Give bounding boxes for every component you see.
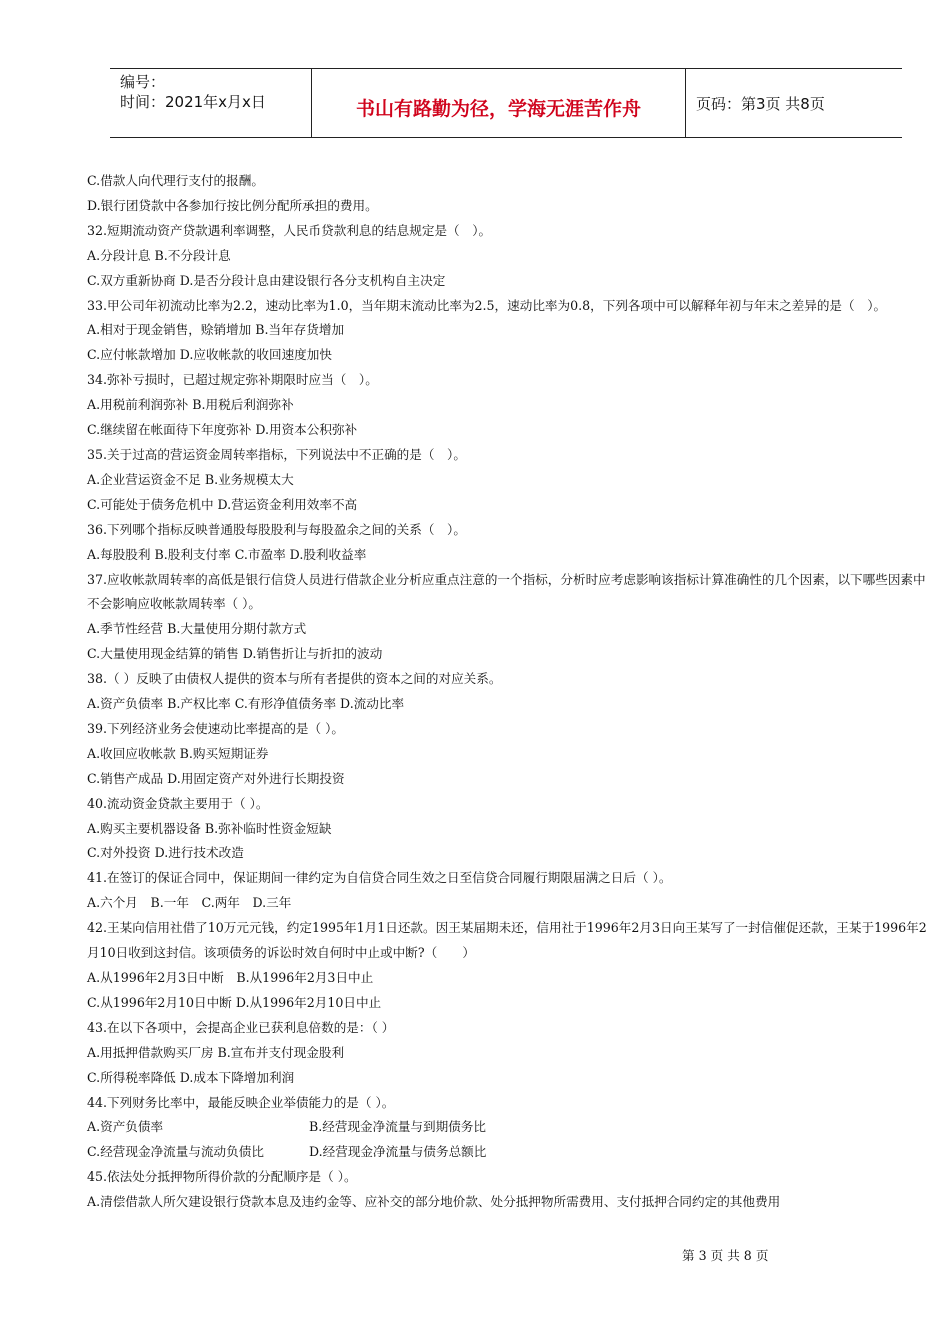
time-label: 时间：2021年x月x日 <box>120 93 266 111</box>
header-motto: 书山有路勤为径，学海无涯苦作舟 <box>312 69 686 137</box>
question-line: 36.下列哪个指标反映普通股每股股利与每股盈余之间的关系（ ）。 <box>87 521 466 537</box>
number-label: 编号： <box>120 73 166 91</box>
option-line: C.对外投资 D.进行技术改造 <box>87 845 244 861</box>
option-line: A.清偿借款人所欠建设银行贷款本息及违约金等、应补交的部分地价款、处分抵押物所需费用、支付抵押合同约定的其他费用 <box>87 1194 781 1210</box>
document-body <box>87 169 937 1215</box>
question-line: 44.下列财务比率中，最能反映企业举债能力的是（ ）。 <box>87 1094 395 1110</box>
option-line: A.从1996年2月3日中断 B.从1996年2月3日中止 <box>87 970 374 985</box>
option-line: A.用税前利润弥补 B.用税后利润弥补 <box>87 397 294 413</box>
option-a: A.资产负债率 <box>87 1119 164 1135</box>
option-line: A.相对于现金销售，赊销增加 B.当年存货增加 <box>87 322 345 338</box>
option-line: A.分段计息 B.不分段计息 <box>87 247 231 263</box>
question-line: 39.下列经济业务会使速动比率提高的是（ ）。 <box>87 720 345 736</box>
question-line: 34.弥补亏损时，已超过规定弥补期限时应当（ ）。 <box>87 372 378 388</box>
question-line: 38.（ ）反映了由债权人提供的资本与所有者提供的资本之间的对应关系。 <box>87 671 502 687</box>
option-line: A.每股股利 B.股利支付率 C.市盈率 D.股利收益率 <box>87 546 367 562</box>
page-header <box>110 68 902 138</box>
option-line: A.收回应收帐款 B.购买短期证券 <box>87 745 269 761</box>
option-line: A.用抵押借款购买厂房 B.宣布并支付现金股利 <box>87 1044 345 1060</box>
option-line: A.季节性经营 B.大量使用分期付款方式 <box>87 621 307 637</box>
option-d: D.经营现金净流量与债务总额比 <box>309 1144 487 1160</box>
option-c: C.经营现金净流量与流动负债比 <box>87 1144 264 1160</box>
question-line: 40.流动资金贷款主要用于（ ）。 <box>87 795 269 811</box>
question-line: 41.在签订的保证合同中，保证期间一律约定为自信贷合同生效之日至信贷合同履行期限届满之日后（ ）。 <box>87 870 672 886</box>
question-line: 35.关于过高的营运资金周转率指标，下列说法中不正确的是（ ）。 <box>87 446 466 462</box>
option-line: A.购买主要机器设备 B.弥补临时性资金短缺 <box>87 820 332 836</box>
option-line: C.销售产成品 D.用固定资产对外进行长期投资 <box>87 770 345 786</box>
header-meta <box>110 69 312 137</box>
question-line: 42.王某向信用社借了10万元元钱，约定1995年1月1日还款。因王某届期未还，信用社于1996年2月3日向王某写了一封信催促还款，王某于1996年2月10日收到这封信。该项债务的诉讼时效自何时中止或中断?（ ） <box>87 920 927 961</box>
option-line: C.应付帐款增加 D.应收帐款的收回速度加快 <box>87 347 332 363</box>
option-b: B.经营现金净流量与到期债务比 <box>309 1119 486 1135</box>
option-line: A.资产负债率 B.产权比率 C.有形净值债务率 D.流动比率 <box>87 696 405 712</box>
page-footer: 第 3 页 共 8 页 <box>682 1248 769 1263</box>
question-line: 32.短期流动资产贷款遇利率调整，人民币贷款利息的结息规定是（ ）。 <box>87 222 492 238</box>
question-line: 43.在以下各项中，会提高企业已获利息倍数的是：（ ） <box>87 1019 395 1035</box>
question-line: 45.依法处分抵押物所得价款的分配顺序是（ ）。 <box>87 1169 357 1185</box>
option-line: C.可能处于债务危机中 D.营运资金利用效率不高 <box>87 496 358 512</box>
question-line: 37.应收帐款周转率的高低是银行信贷人员进行借款企业分析应重点注意的一个指标，分析时应考虑影响该指标计算准确性的几个因素，以下哪些因素中不会影响应收帐款周转率（ ）。 <box>87 571 926 612</box>
option-line: C.所得税率降低 D.成本下降增加利润 <box>87 1069 295 1085</box>
question-line: 33.甲公司年初流动比率为2.2，速动比率为1.0，当年期末流动比率为2.5，速动比率为0.8，下列各项中可以解释年初与年末之差异的是（ ）。 <box>87 297 887 313</box>
option-line: C.从1996年2月10日中断 D.从1996年2月10日中止 <box>87 994 382 1010</box>
header-page-label: 页码：第3页 共8页 <box>696 94 825 113</box>
text-line: C.借款人向代理行支付的报酬。 <box>87 173 264 188</box>
option-row <box>87 1140 937 1165</box>
option-row <box>87 1115 937 1140</box>
option-line: A.企业营运资金不足 B.业务规模太大 <box>87 471 294 487</box>
option-line: C.双方重新协商 D.是否分段计息由建设银行各分支机构自主决定 <box>87 272 446 288</box>
option-line: A.六个月 B.一年 C.两年 D.三年 <box>87 895 292 911</box>
option-line: C.大量使用现金结算的销售 D.销售折让与折扣的波动 <box>87 646 383 662</box>
option-line: C.继续留在帐面待下年度弥补 D.用资本公积弥补 <box>87 422 358 438</box>
text-line: D.银行团贷款中各参加行按比例分配所承担的费用。 <box>87 197 378 213</box>
